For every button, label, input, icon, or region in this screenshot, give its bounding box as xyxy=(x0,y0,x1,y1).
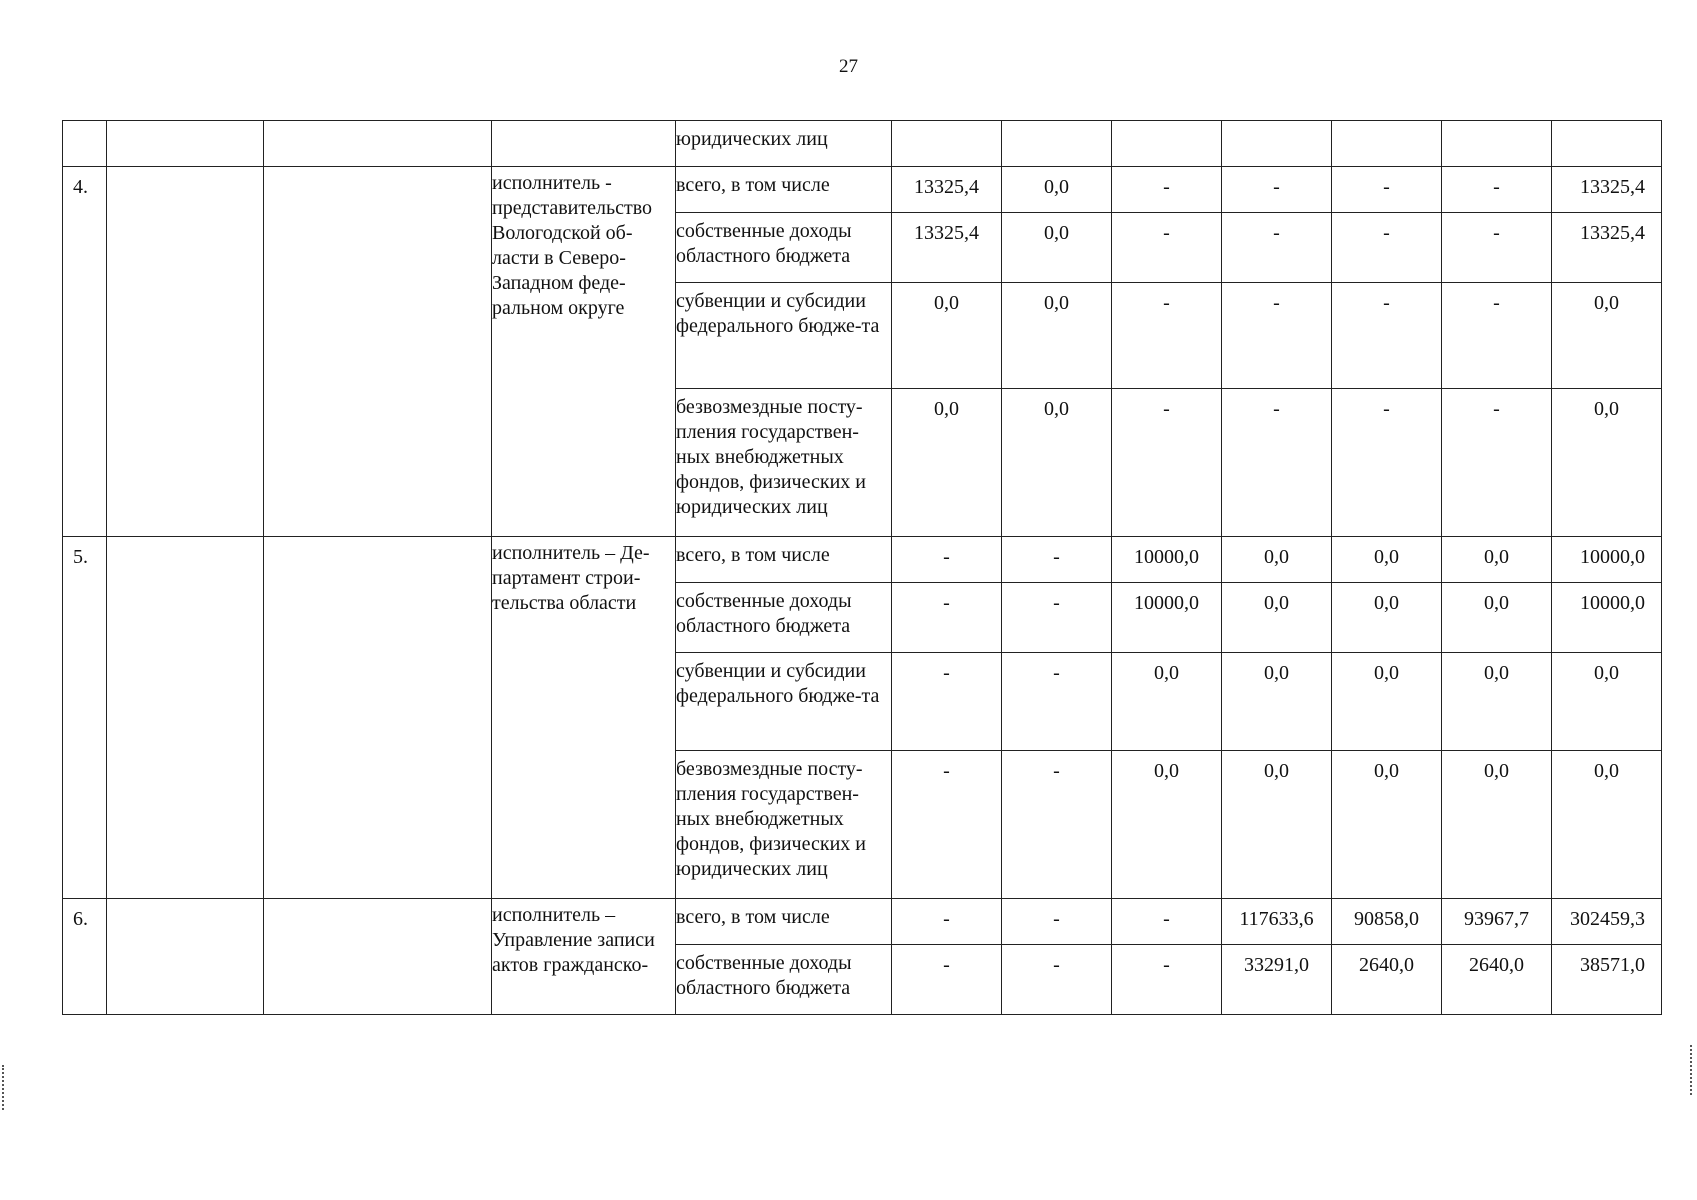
executor-cell: исполнитель – Де-партамент строи-тельства области xyxy=(492,537,676,899)
table-row xyxy=(63,167,1662,213)
table-row xyxy=(63,899,1662,945)
amount-cell xyxy=(1332,121,1442,167)
amount-cell: - xyxy=(892,945,1002,1015)
amount-cell: - xyxy=(1442,283,1552,389)
amount-cell xyxy=(1112,121,1222,167)
amount-cell: - xyxy=(1112,389,1222,537)
amount-cell: - xyxy=(1112,945,1222,1015)
funding-source-cell: субвенции и субсидии федерального бюдже-та xyxy=(676,283,892,389)
funding-source-cell: всего, в том числе xyxy=(676,167,892,213)
amount-cell: - xyxy=(1332,389,1442,537)
amount-cell: - xyxy=(1112,899,1222,945)
amount-cell: - xyxy=(892,653,1002,751)
amount-cell: 0,0 xyxy=(1112,751,1222,899)
amount-cell: - xyxy=(1002,653,1112,751)
executor-cell: исполнитель – Управление записи актов гражданско- xyxy=(492,899,676,1015)
amount-cell: - xyxy=(1222,167,1332,213)
amount-cell: 0,0 xyxy=(1442,583,1552,653)
amount-cell: 0,0 xyxy=(1002,283,1112,389)
amount-cell: - xyxy=(1442,167,1552,213)
amount-cell: 0,0 xyxy=(1552,751,1662,899)
amount-cell: - xyxy=(1332,213,1442,283)
amount-cell: 2640,0 xyxy=(1442,945,1552,1015)
amount-cell: 0,0 xyxy=(1332,653,1442,751)
amount-cell xyxy=(892,121,1002,167)
funding-source-cell: безвозмездные посту-пления государствен-ных внебюджетных фондов, физических и юридических лиц xyxy=(676,751,892,899)
amount-cell: 13325,4 xyxy=(892,213,1002,283)
amount-cell: 10000,0 xyxy=(1552,583,1662,653)
amount-cell: - xyxy=(1442,389,1552,537)
row-number: 5. xyxy=(63,537,107,899)
amount-cell: 38571,0 xyxy=(1552,945,1662,1015)
amount-cell: 2640,0 xyxy=(1332,945,1442,1015)
executor-cell: исполнитель - представительство Вологодской об-ласти в Северо-Западном феде-ральном округе xyxy=(492,167,676,537)
amount-cell: - xyxy=(1002,537,1112,583)
amount-cell: 0,0 xyxy=(1442,537,1552,583)
amount-cell: 13325,4 xyxy=(892,167,1002,213)
amount-cell: 0,0 xyxy=(1332,751,1442,899)
amount-cell: - xyxy=(1112,213,1222,283)
table-row xyxy=(63,121,1662,167)
amount-cell: 0,0 xyxy=(1222,751,1332,899)
amount-cell: 10000,0 xyxy=(1112,583,1222,653)
amount-cell: - xyxy=(1112,167,1222,213)
page-number: 27 xyxy=(839,56,858,77)
amount-cell: 13325,4 xyxy=(1552,213,1662,283)
amount-cell xyxy=(1002,121,1112,167)
row-number xyxy=(63,121,107,167)
amount-cell: 90858,0 xyxy=(1332,899,1442,945)
measure-name-cell xyxy=(264,121,492,167)
amount-cell: 0,0 xyxy=(1552,389,1662,537)
amount-cell: - xyxy=(892,899,1002,945)
table-row xyxy=(63,537,1662,583)
funding-source-cell: собственные доходы областного бюджета xyxy=(676,583,892,653)
amount-cell: 0,0 xyxy=(1002,389,1112,537)
amount-cell: - xyxy=(1002,583,1112,653)
amount-cell xyxy=(1222,121,1332,167)
funding-source-cell: всего, в том числе xyxy=(676,899,892,945)
amount-cell: 93967,7 xyxy=(1442,899,1552,945)
program-name-cell xyxy=(107,537,264,899)
amount-cell: 0,0 xyxy=(1222,653,1332,751)
amount-cell: - xyxy=(1332,167,1442,213)
measure-name-cell xyxy=(264,167,492,537)
measure-name-cell xyxy=(264,537,492,899)
amount-cell: 10000,0 xyxy=(1552,537,1662,583)
amount-cell: - xyxy=(1222,213,1332,283)
amount-cell: 117633,6 xyxy=(1222,899,1332,945)
row-number: 4. xyxy=(63,167,107,537)
amount-cell: 0,0 xyxy=(1332,537,1442,583)
amount-cell: - xyxy=(1002,945,1112,1015)
amount-cell: - xyxy=(1002,899,1112,945)
row-number: 6. xyxy=(63,899,107,1015)
amount-cell: 0,0 xyxy=(1332,583,1442,653)
budget-table xyxy=(62,120,1662,1015)
funding-source-cell: собственные доходы областного бюджета xyxy=(676,213,892,283)
amount-cell: - xyxy=(1332,283,1442,389)
amount-cell: 0,0 xyxy=(892,283,1002,389)
amount-cell: 13325,4 xyxy=(1552,167,1662,213)
amount-cell: - xyxy=(1222,389,1332,537)
program-name-cell xyxy=(107,121,264,167)
amount-cell: - xyxy=(1442,213,1552,283)
amount-cell: 0,0 xyxy=(1552,283,1662,389)
amount-cell: - xyxy=(892,751,1002,899)
funding-source-cell: собственные доходы областного бюджета xyxy=(676,945,892,1015)
amount-cell xyxy=(1442,121,1552,167)
amount-cell xyxy=(1552,121,1662,167)
amount-cell: 0,0 xyxy=(1002,213,1112,283)
program-name-cell xyxy=(107,167,264,537)
amount-cell: 0,0 xyxy=(1222,583,1332,653)
amount-cell: - xyxy=(892,583,1002,653)
amount-cell: 0,0 xyxy=(1222,537,1332,583)
amount-cell: 0,0 xyxy=(1442,653,1552,751)
funding-source-cell: субвенции и субсидии федерального бюдже-та xyxy=(676,653,892,751)
amount-cell: 302459,3 xyxy=(1552,899,1662,945)
amount-cell: 33291,0 xyxy=(1222,945,1332,1015)
amount-cell: 0,0 xyxy=(892,389,1002,537)
amount-cell: 10000,0 xyxy=(1112,537,1222,583)
executor-cell xyxy=(492,121,676,167)
amount-cell: 0,0 xyxy=(1442,751,1552,899)
amount-cell: - xyxy=(1222,283,1332,389)
amount-cell: 0,0 xyxy=(1112,653,1222,751)
amount-cell: - xyxy=(892,537,1002,583)
funding-source-cell: безвозмездные посту-пления государствен-ных внебюджетных фондов, физических и юридических лиц xyxy=(676,389,892,537)
measure-name-cell xyxy=(264,899,492,1015)
amount-cell: - xyxy=(1112,283,1222,389)
funding-source-cell: всего, в том числе xyxy=(676,537,892,583)
amount-cell: 0,0 xyxy=(1002,167,1112,213)
scan-edge-mark xyxy=(2,1065,6,1110)
amount-cell: - xyxy=(1002,751,1112,899)
funding-source-cell: юридических лиц xyxy=(676,121,892,167)
program-name-cell xyxy=(107,899,264,1015)
scan-edge-mark xyxy=(1690,1045,1694,1095)
amount-cell: 0,0 xyxy=(1552,653,1662,751)
